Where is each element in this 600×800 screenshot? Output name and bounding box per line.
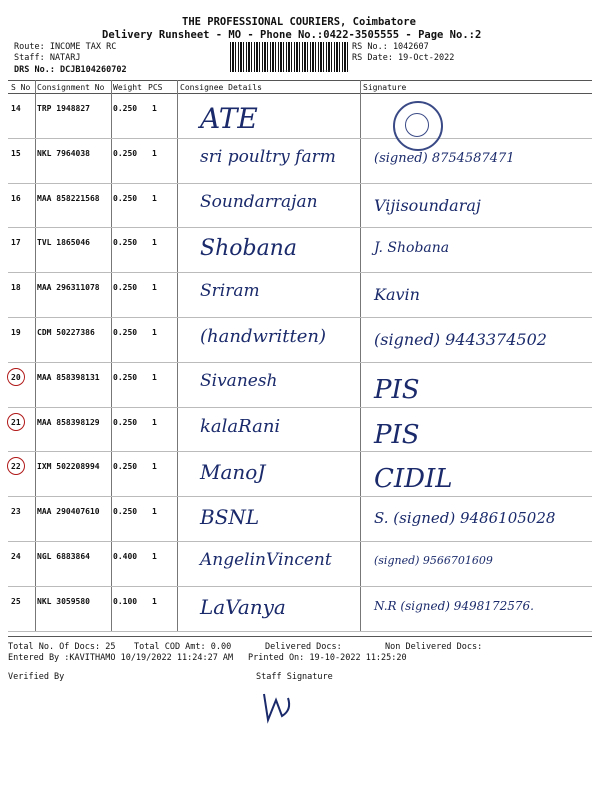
row-pcs: 1 bbox=[152, 283, 157, 293]
row-sno: 21 bbox=[11, 417, 21, 427]
row-signature-handwritten: (signed) 9566701609 bbox=[374, 554, 493, 567]
row-weight: 0.250 bbox=[113, 104, 138, 113]
row-divider bbox=[8, 496, 592, 497]
row-consignment-no: IXM 502208994 bbox=[37, 462, 100, 472]
staff-signature-label: Staff Signature bbox=[256, 672, 333, 682]
row-divider bbox=[8, 541, 592, 542]
row-consignee-handwritten: ATE bbox=[200, 102, 258, 135]
row-sno: 25 bbox=[11, 596, 21, 606]
row-signature-handwritten: Vijisoundaraj bbox=[374, 195, 481, 215]
row-weight: 0.250 bbox=[113, 372, 138, 382]
row-weight: 0.250 bbox=[113, 417, 138, 427]
footer-rule bbox=[8, 636, 592, 637]
row-weight: 0.250 bbox=[113, 238, 138, 248]
row-sno: 15 bbox=[11, 148, 21, 158]
total-docs: Total No. Of Docs: 25 bbox=[8, 642, 116, 652]
row-consignee-handwritten: Sivanesh bbox=[200, 370, 278, 391]
verified-by: Verified By bbox=[8, 672, 65, 682]
row-sno: 24 bbox=[11, 552, 21, 561]
company-stamp-inner bbox=[405, 113, 429, 137]
staff-label: Staff: NATARJ bbox=[14, 53, 81, 63]
row-signature-handwritten: PIS bbox=[374, 374, 420, 405]
row-consignee-handwritten: sri poultry farm bbox=[200, 146, 336, 167]
row-consignment-no: NKL 3059580 bbox=[37, 596, 90, 606]
delivered-docs: Delivered Docs: bbox=[265, 642, 342, 652]
row-weight: 0.250 bbox=[113, 193, 138, 203]
row-consignee-handwritten: Shobana bbox=[200, 236, 297, 262]
row-consignee-handwritten: LaVanya bbox=[200, 594, 286, 619]
red-circle-mark bbox=[7, 368, 25, 386]
col-divider bbox=[111, 80, 112, 632]
rs-date: RS Date: 19-Oct-2022 bbox=[352, 53, 455, 63]
row-consignee-handwritten: kalaRani bbox=[200, 415, 281, 437]
row-consignment-no: MAA 858398131 bbox=[37, 372, 100, 382]
row-consignment-no: NKL 7964038 bbox=[37, 148, 90, 158]
non-delivered-docs: Non Delivered Docs: bbox=[385, 642, 483, 652]
row-consignee-handwritten: ManoJ bbox=[200, 460, 266, 485]
col-header-consignee: Consignee Details bbox=[180, 83, 262, 92]
row-signature-handwritten: (signed) 9443374502 bbox=[374, 330, 547, 349]
row-consignee-handwritten: BSNL bbox=[200, 505, 260, 530]
row-pcs: 1 bbox=[152, 104, 157, 113]
row-pcs: 1 bbox=[152, 193, 157, 203]
entered-by: Entered By :KAVITHAMO 10/19/2022 11:24:27 AM bbox=[8, 653, 234, 663]
row-consignee-handwritten: Soundarrajan bbox=[200, 191, 318, 212]
row-pcs: 1 bbox=[152, 552, 157, 561]
row-pcs: 1 bbox=[152, 372, 157, 382]
row-sno: 17 bbox=[11, 238, 21, 248]
row-signature-handwritten: S. (signed) 9486105028 bbox=[374, 509, 556, 528]
row-consignee-handwritten: (handwritten) bbox=[200, 326, 326, 347]
row-divider bbox=[8, 227, 592, 228]
row-weight: 0.250 bbox=[113, 462, 138, 472]
row-pcs: 1 bbox=[152, 596, 157, 606]
red-circle-mark bbox=[7, 413, 25, 431]
row-weight: 0.250 bbox=[113, 283, 138, 293]
col-header-consignment: Consignment No bbox=[37, 83, 105, 92]
row-divider bbox=[8, 586, 592, 587]
row-sno: 22 bbox=[11, 462, 21, 472]
route-label: Route: INCOME TAX RC bbox=[14, 42, 117, 52]
row-weight: 0.250 bbox=[113, 507, 138, 517]
row-pcs: 1 bbox=[152, 148, 157, 158]
row-sno: 14 bbox=[11, 104, 21, 113]
row-divider bbox=[8, 407, 592, 408]
red-circle-mark bbox=[7, 457, 25, 475]
row-pcs: 1 bbox=[152, 328, 157, 337]
row-signature-handwritten: Kavin bbox=[374, 285, 420, 305]
row-divider bbox=[8, 317, 592, 318]
header-bottom-rule bbox=[8, 93, 592, 94]
row-weight: 0.250 bbox=[113, 328, 138, 337]
row-consignment-no: MAA 290407610 bbox=[37, 507, 100, 517]
row-divider bbox=[8, 362, 592, 363]
row-weight: 0.100 bbox=[113, 596, 138, 606]
drs-number: DRS No.: DCJB104260702 bbox=[14, 65, 127, 75]
row-consignment-no: TVL 1865046 bbox=[37, 238, 90, 248]
row-divider bbox=[8, 183, 592, 184]
row-signature-handwritten: J. Shobana bbox=[374, 240, 450, 257]
col-header-signature: Signature bbox=[363, 83, 407, 92]
printed-on: Printed On: 19-10-2022 11:25:20 bbox=[248, 653, 407, 663]
row-consignment-no: CDM 50227386 bbox=[37, 328, 95, 337]
row-divider bbox=[8, 631, 592, 632]
col-header-sno: S No bbox=[11, 83, 31, 92]
row-signature-handwritten: CIDIL bbox=[374, 464, 453, 495]
col-divider bbox=[177, 80, 178, 632]
row-signature-handwritten: N.R (signed) 9498172576. bbox=[374, 598, 534, 613]
runsheet-title: Delivery Runsheet - MO - Phone No.:0422-3505555 - Page No.:2 bbox=[102, 29, 482, 41]
row-consignee-handwritten: Sriram bbox=[200, 281, 260, 302]
row-weight: 0.400 bbox=[113, 552, 138, 561]
row-consignment-no: TRP 1948827 bbox=[37, 104, 90, 113]
row-signature-handwritten: PIS bbox=[374, 419, 420, 450]
row-divider bbox=[8, 272, 592, 273]
row-sno: 23 bbox=[11, 507, 21, 517]
header-top-rule bbox=[8, 80, 592, 81]
row-consignment-no: NGL 6883864 bbox=[37, 552, 90, 561]
col-header-weight: Weight bbox=[113, 83, 142, 92]
row-pcs: 1 bbox=[152, 238, 157, 248]
row-consignment-no: MAA 858398129 bbox=[37, 417, 100, 427]
row-divider bbox=[8, 451, 592, 452]
row-pcs: 1 bbox=[152, 507, 157, 517]
row-sno: 19 bbox=[11, 328, 21, 337]
row-sno: 16 bbox=[11, 193, 21, 203]
row-sno: 20 bbox=[11, 372, 21, 382]
row-pcs: 1 bbox=[152, 417, 157, 427]
staff-signature-mark bbox=[258, 686, 302, 726]
row-divider bbox=[8, 138, 592, 139]
barcode bbox=[230, 42, 348, 72]
row-consignee-handwritten: AngelinVincent bbox=[200, 550, 332, 570]
company-title: THE PROFESSIONAL COURIERS, Coimbatore bbox=[182, 16, 416, 28]
rs-number: RS No.: 1042607 bbox=[352, 42, 429, 52]
col-divider bbox=[360, 80, 361, 632]
col-header-pcs: PCS bbox=[148, 83, 163, 92]
row-pcs: 1 bbox=[152, 462, 157, 472]
col-divider bbox=[35, 80, 36, 632]
row-signature-handwritten: (signed) 8754587471 bbox=[374, 150, 515, 166]
row-consignment-no: MAA 296311078 bbox=[37, 283, 100, 293]
total-cod: Total COD Amt: 0.00 bbox=[134, 642, 232, 652]
row-weight: 0.250 bbox=[113, 148, 138, 158]
row-sno: 18 bbox=[11, 283, 21, 293]
row-consignment-no: MAA 858221568 bbox=[37, 193, 100, 203]
